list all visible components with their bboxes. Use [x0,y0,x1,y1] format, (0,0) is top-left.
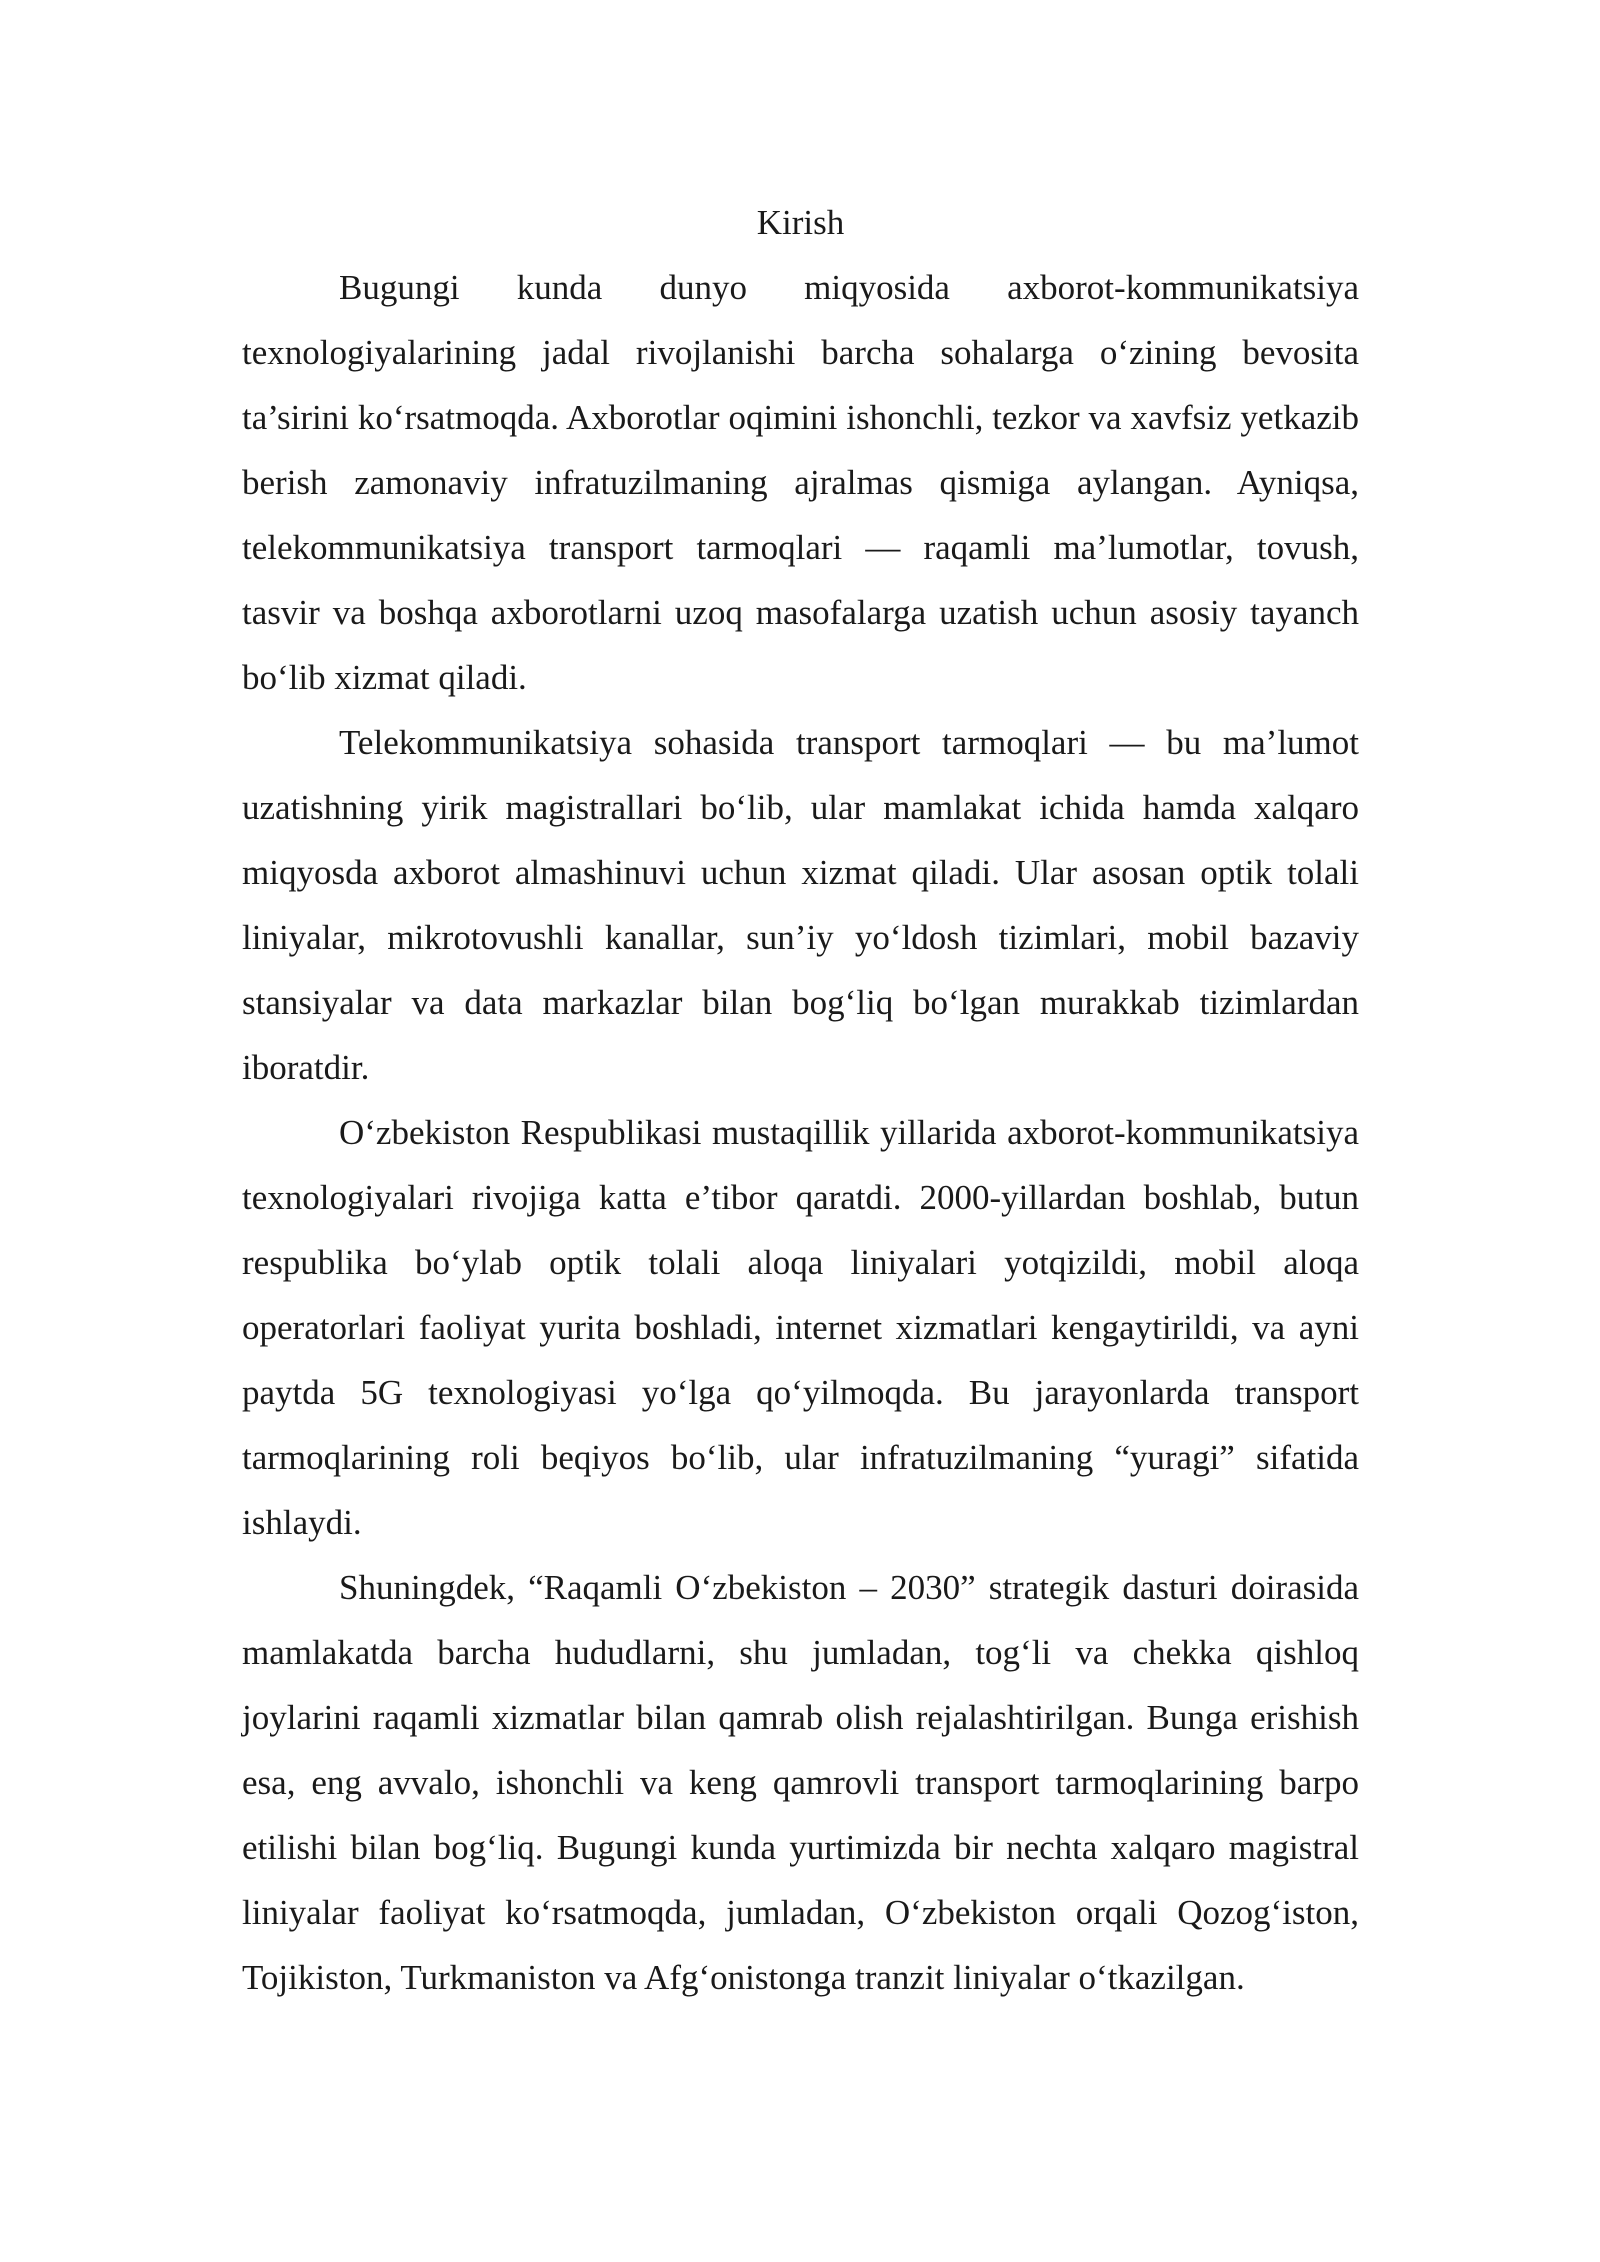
paragraph-intro: Bugungi kunda dunyo miqyosida axborot-kommunikatsiya texnologiyalarining jadal rivojlanishi barcha sohalarga o‘zining bevosita ta’sirini ko‘rsatmoqda. Axborotlar oqimini ishonchli, tezkor va xavfsiz yetkazib berish zamonaviy infratuzilmaning ajralmas qismiga aylangan. Ayniqsa, telekommunikatsiya transport tarmoqlari — raqamli ma’lumotlar, tovush, tasvir va boshqa axborotlarni uzoq masofalarga uzatish uchun asosiy tayanch bo‘lib xizmat qiladi. [242,268,1359,697]
document-page [242,190,1359,2010]
paragraph-transport-networks: Telekommunikatsiya sohasida transport tarmoqlari — bu ma’lumot uzatishning yirik magistrallari bo‘lib, ular mamlakat ichida hamda xalqaro miqyosda axborot almashinuvi uchun xizmat qiladi. Ular asosan optik tolali liniyalar, mikrotovushli kanallar, sun’iy yo‘ldosh tizimlari, mobil bazaviy stansiyalar va data markazlar bilan bog‘liq bo‘lgan murakkab tizimlardan iboratdir. [242,723,1359,1087]
paragraph-digital-strategy: Shuningdek, “Raqamli O‘zbekiston – 2030” strategik dasturi doirasida mamlakatda barcha hududlarni, shu jumladan, tog‘li va chekka qishloq joylarini raqamli xizmatlar bilan qamrab olish rejalashtirilgan. Bunga erishish esa, eng avvalo, ishonchli va keng qamrovli transport tarmoqlarining barpo etilishi bilan bog‘liq. Bugungi kunda yurtimizda bir nechta xalqaro magistral liniyalar faoliyat ko‘rsatmoqda, jumladan, O‘zbekiston orqali Qozog‘iston, Tojikiston, Turkmaniston va Afg‘onistonga tranzit liniyalar o‘tkazilgan. [242,1568,1359,1997]
paragraph-uzbekistan-ict: O‘zbekiston Respublikasi mustaqillik yillarida axborot-kommunikatsiya texnologiyalari rivojiga katta e’tibor qaratdi. 2000-yillardan boshlab, butun respublika bo‘ylab optik tolali aloqa liniyalari yotqizildi, mobil aloqa operatorlari faoliyat yurita boshladi, internet xizmatlari kengaytirildi, va ayni paytda 5G texnologiyasi yo‘lga qo‘yilmoqda. Bu jarayonlarda transport tarmoqlarining roli beqiyos bo‘lib, ular infratuzilmaning “yuragi” sifatida ishlaydi. [242,1113,1359,1542]
document-title: Kirish [756,203,845,242]
